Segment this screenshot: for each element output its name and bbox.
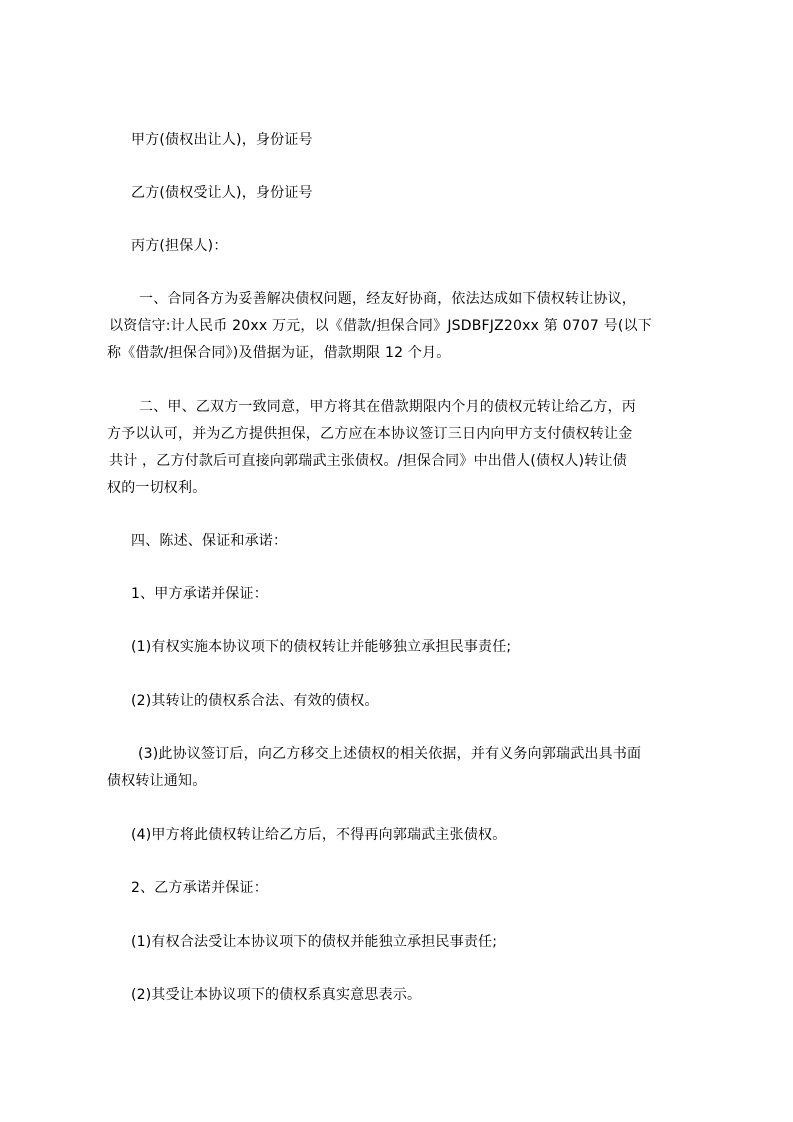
clause-4-heading xyxy=(131,528,676,555)
party-c-line xyxy=(131,233,676,260)
party-a-item-2 xyxy=(131,688,676,715)
text-line: (3)此协议签订后，向乙方移交上述债权的相关依据，并有义务向郭瑞武出具书面 xyxy=(138,746,642,762)
clause-1-paragraph xyxy=(107,286,687,367)
text-line: (4)甲方将此债权转让给乙方后，不得再向郭瑞武主张债权。 xyxy=(131,827,507,843)
text-line: 四、陈述、保证和承诺： xyxy=(131,533,288,549)
text-line: 1、甲方承诺并保证： xyxy=(131,586,268,602)
text-line: 以资信守:计人民币 20xx 万元，以《借款/担保合同》JSDBFJZ20xx 第 0707 号(以下 xyxy=(109,318,652,334)
text-line: 称《借款/担保合同》)及借据为证，借款期限 12 个月。 xyxy=(107,345,451,361)
text-line: 债权转让通知。 xyxy=(107,773,207,789)
text-line: 权的一切权利。 xyxy=(107,480,207,496)
party-a-item-3 xyxy=(107,741,687,795)
party-b-commitments-heading xyxy=(131,875,676,902)
party-b-item-1 xyxy=(131,929,676,956)
text-line: 甲方(债权出让人)，身份证号 xyxy=(131,132,313,148)
text-line: 2、乙方承诺并保证： xyxy=(131,880,268,896)
text-line: 乙方(债权受让人)，身份证号 xyxy=(131,185,313,201)
text-line: 二、甲、乙双方一致同意，甲方将其在借款期限内个月的债权元转让给乙方，丙 xyxy=(139,399,636,415)
party-a-commitments-heading xyxy=(131,581,676,608)
clause-2-paragraph xyxy=(107,394,687,502)
text-line: (1)有权实施本协议项下的债权转让并能够独立承担民事责任; xyxy=(131,639,512,655)
party-a-item-4 xyxy=(131,822,676,849)
text-line: 丙方(担保人)： xyxy=(131,238,228,254)
text-line: (2)其转让的债权系合法、有效的债权。 xyxy=(131,693,379,709)
party-b-line xyxy=(131,180,676,207)
party-b-item-2 xyxy=(131,982,676,1009)
party-a-line xyxy=(131,127,676,154)
party-a-item-1 xyxy=(131,634,676,661)
text-line: 一、合同各方为妥善解决债权问题，经友好协商，依法达成如下债权转让协议， xyxy=(139,291,636,307)
text-line: (2)其受让本协议项下的债权系真实意思表示。 xyxy=(131,987,422,1003)
text-line: 方予以认可，并为乙方提供担保，乙方应在本协议签订三日内向甲方支付债权转让金 xyxy=(107,426,633,442)
text-line: 共计 ，乙方付款后可直接向郭瑞武主张债权。/担保合同》中出借人(债权人)转让债 xyxy=(109,453,627,469)
text-line: (1)有权合法受让本协议项下的债权并能独立承担民事责任; xyxy=(131,934,498,950)
